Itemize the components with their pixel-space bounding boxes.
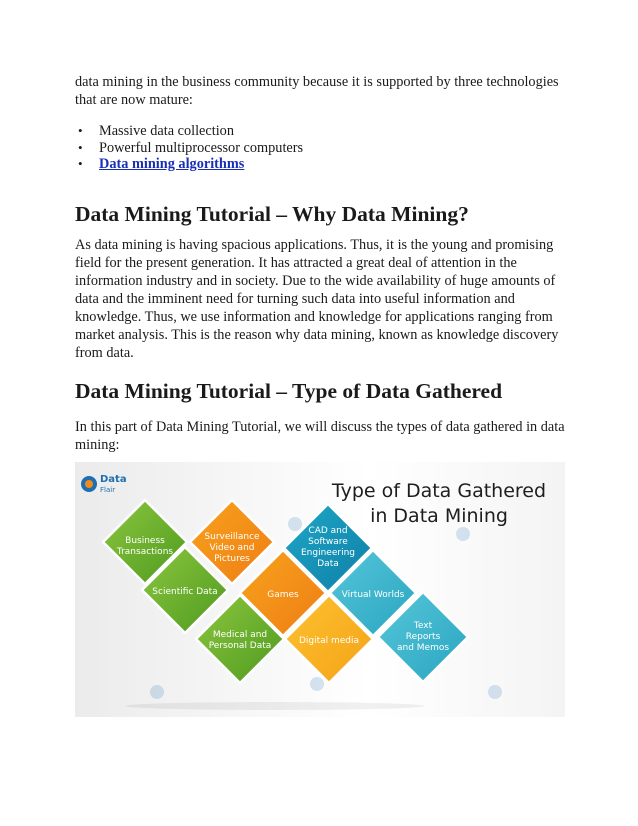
infographic-title-line1: Type of Data Gathered	[331, 480, 547, 502]
technology-list	[75, 123, 565, 173]
dataflair-logo	[81, 474, 127, 494]
svg-text:TextReportsand Memos: Text Reports and Memos	[396, 621, 450, 653]
svg-text:CAD andSoftwareEngineeringData: CAD and Software Engineering Data	[301, 526, 355, 569]
why-data-mining-paragraph: As data mining is having spacious applications. Thus, it is the young and promising field for the present generation. It has attracted a great deal of attention in the information industry and in society. Due to the wide availability of huge amounts of data and the imminent need for turning such data into useful information and knowledge. Thus, we use information and knowledge for applications ranging from market analysis. This is the reason why data mining, known as knowledge discovery from data.	[75, 237, 559, 361]
data-mining-algorithms-link[interactable]: Data mining algorithms	[99, 156, 245, 172]
type-of-data-infographic	[75, 462, 565, 717]
logo-text-bottom: Flair	[100, 486, 116, 494]
svg-text:Digital media: Digital media	[298, 636, 360, 646]
svg-text:Virtual Worlds: Virtual Worlds	[341, 590, 405, 600]
type-of-data-paragraph: In this part of Data Mining Tutorial, we will discuss the types of data gathered in data mining:	[75, 419, 565, 453]
intro-paragraph: data mining in the business community because it is supported by three technologies that are now mature:	[75, 74, 559, 108]
list-item: • Massive data collection	[75, 123, 565, 140]
svg-text:SurveillanceVideo andPictures: Surveillance Video and Pictures	[204, 532, 260, 564]
svg-text:BusinessTransactions: Business Transactions	[116, 536, 174, 557]
list-item	[75, 156, 565, 173]
svg-text:Games: Games	[267, 590, 299, 600]
svg-text:Medical andPersonal Data: Medical and Personal Data	[208, 630, 272, 651]
logo-text-top: Data	[100, 474, 127, 485]
svg-text:Scientific Data: Scientific Data	[152, 587, 218, 597]
infographic-title-line2: in Data Mining	[370, 505, 508, 527]
heading-type-of-data: Data Mining Tutorial – Type of Data Gathered	[75, 379, 503, 403]
heading-why-data-mining: Data Mining Tutorial – Why Data Mining?	[75, 202, 469, 226]
list-item: • Powerful multiprocessor computers	[75, 140, 565, 157]
